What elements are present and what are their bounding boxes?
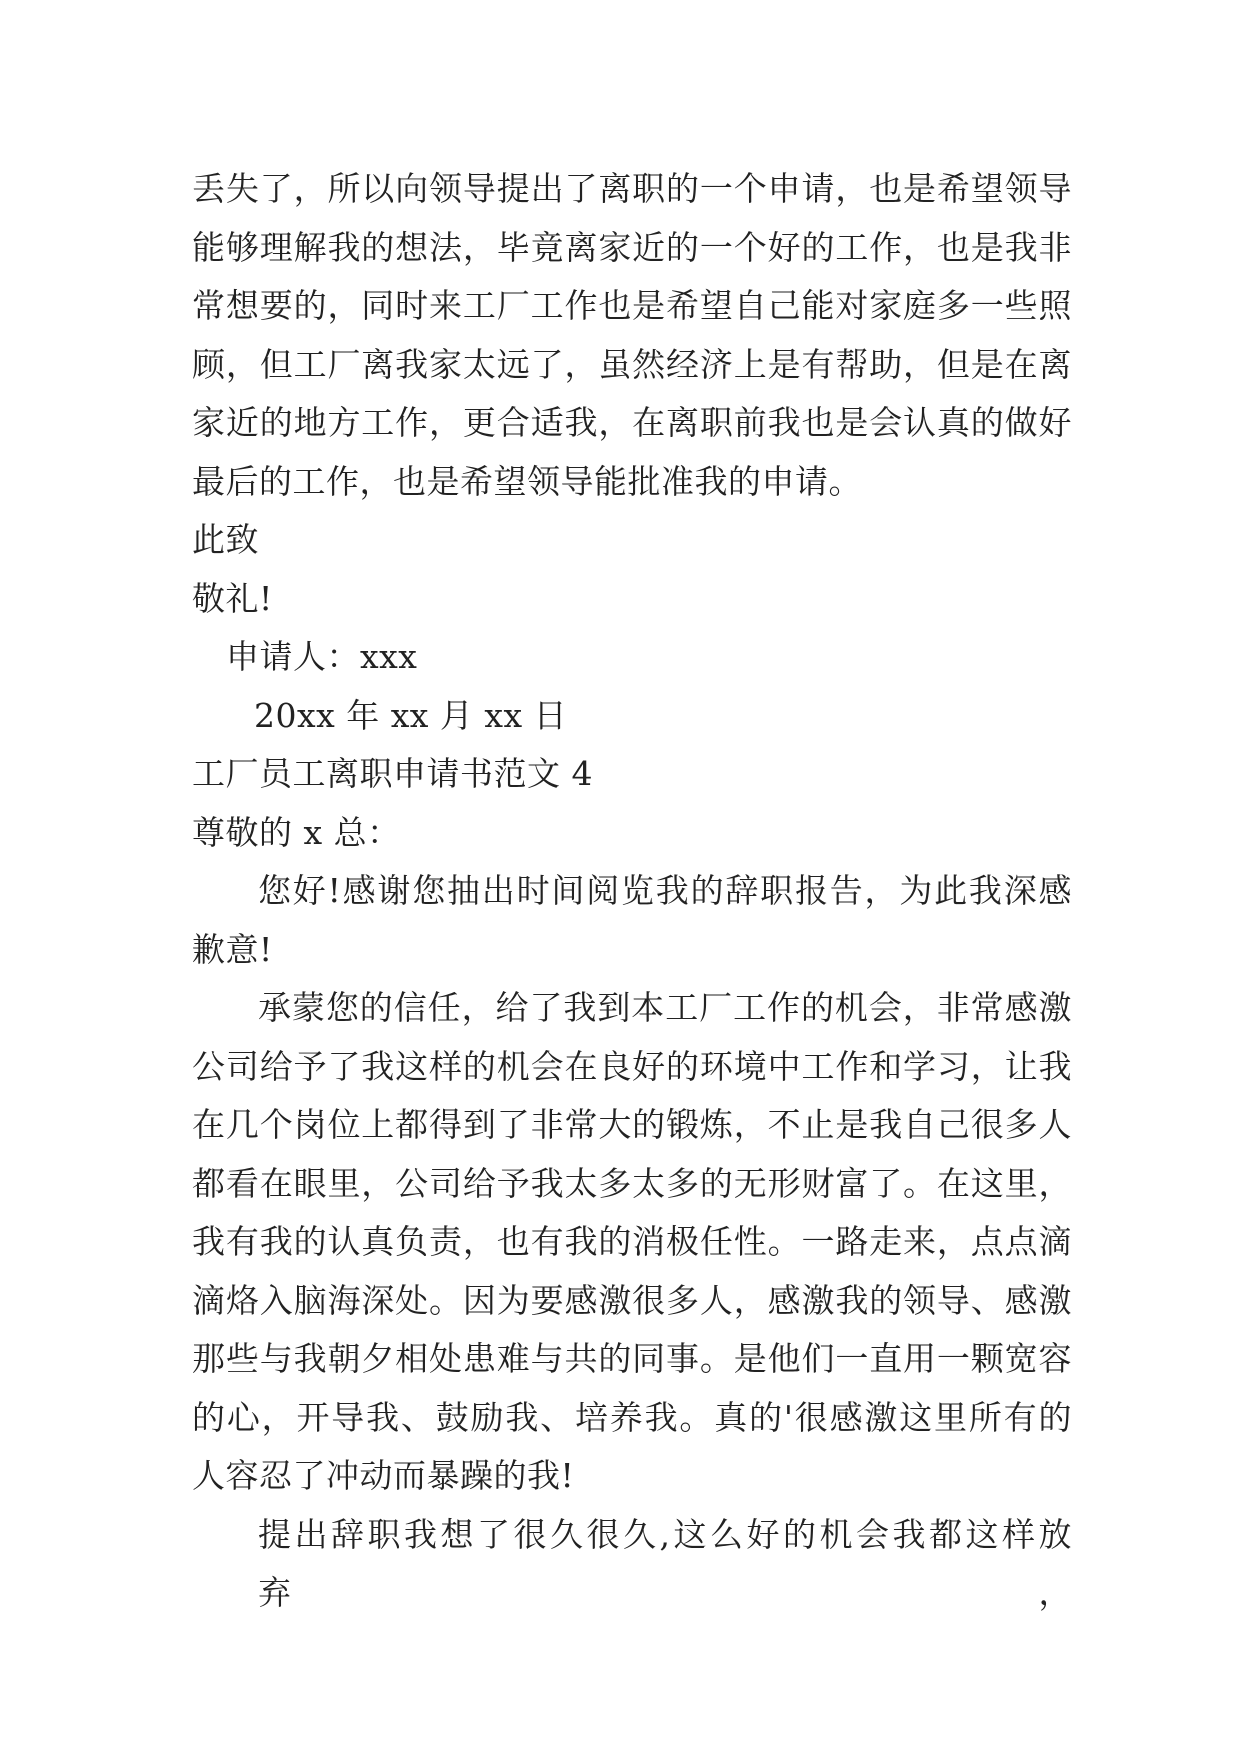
applicant-signature: 申请人：xxx (226, 637, 418, 676)
paragraph-line: 在几个岗位上都得到了非常大的锻炼，不止是我自己很多人 (192, 1105, 1072, 1144)
signature-date: 20xx 年 xx 月 xx 日 (254, 695, 568, 735)
closing-salutation: 此致 (192, 520, 259, 559)
paragraph-line: 您好!感谢您抽出时间阅览我的辞职报告，为此我深感 (258, 871, 1072, 910)
letter-greeting: 尊敬的 x 总： (192, 812, 401, 852)
paragraph-line: 最后的工作，也是希望领导能批准我的申请。 (192, 461, 862, 501)
section-title: 工厂员工离职申请书范文 4 (192, 754, 593, 793)
paragraph-line: 歉意! (192, 929, 273, 969)
paragraph-line: 都看在眼里，公司给予我太多太多的无形财富了。在这里， (192, 1163, 1072, 1203)
paragraph-line: 我有我的认真负责，也有我的消极任性。一路走来，点点滴 (192, 1222, 1072, 1261)
paragraph-line: 家近的地方工作，更合适我，在离职前我也是会认真的做好 (192, 403, 1072, 442)
paragraph-line: 人容忍了冲动而暴躁的我! (192, 1456, 575, 1495)
paragraph-line: 能够理解我的想法，毕竟离家近的一个好的工作，也是我非 (192, 227, 1072, 267)
document-body (192, 160, 1072, 1612)
paragraph-line: 承蒙您的信任，给了我到本工厂工作的机会，非常感激 (258, 988, 1072, 1027)
paragraph-line: 的心，开导我、鼓励我、培养我。真的'很感激这里所有的 (192, 1397, 1072, 1437)
paragraph-line: 提出辞职我想了很久很久,这么好的机会我都这样放弃， (258, 1514, 1072, 1612)
paragraph-line: 常想要的，同时来工厂工作也是希望自己能对家庭多一些照 (192, 286, 1072, 325)
paragraph-line: 那些与我朝夕相处患难与共的同事。是他们一直用一颗宽容 (192, 1339, 1072, 1378)
paragraph-line: 滴烙入脑海深处。因为要感激很多人，感激我的领导、感激 (192, 1280, 1072, 1320)
paragraph-line: 公司给予了我这样的机会在良好的环境中工作和学习，让我 (192, 1046, 1072, 1086)
paragraph-line: 丢失了，所以向领导提出了离职的一个申请，也是希望领导 (192, 169, 1072, 208)
closing-regards: 敬礼! (192, 578, 273, 618)
paragraph-line: 顾，但工厂离我家太远了，虽然经济上是有帮助，但是在离 (192, 344, 1072, 384)
